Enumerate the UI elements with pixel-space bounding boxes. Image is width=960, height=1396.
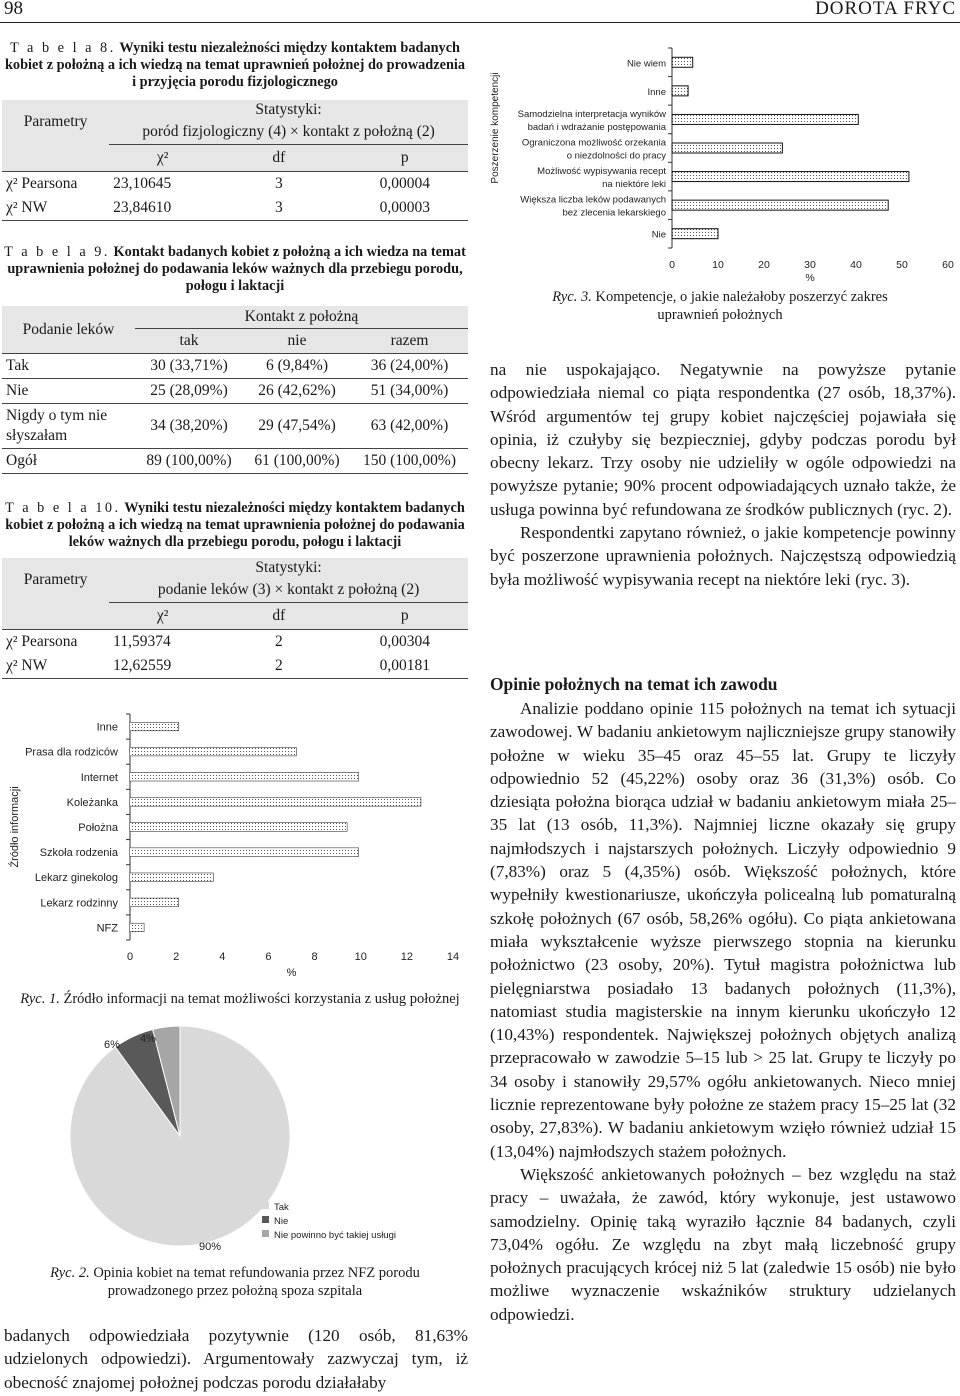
fig3-x-tick-label: 30	[804, 259, 816, 271]
fig3-category-label: Samodzielna interpretacja wyników	[517, 108, 666, 120]
fig1-chart	[0, 700, 470, 982]
fig1-x-axis-label: %	[286, 967, 297, 979]
table9-col-razem: razem	[390, 332, 429, 349]
fig3-x-tick-label: 0	[669, 259, 675, 271]
fig2-legend-swatch	[262, 1202, 269, 1209]
running-author: DOROTA FRYC	[815, 0, 956, 19]
fig3-x-tick-label: 50	[896, 259, 908, 271]
fig2-data-label: 90%	[198, 1241, 222, 1253]
table8-label: T a b e l a 8.	[9, 40, 116, 56]
fig1-x-tick-label: 10	[354, 951, 367, 963]
fig1-category-label: Lekarz ginekolog	[34, 872, 118, 885]
fig1-x-tick-label: 12	[400, 951, 413, 963]
body-left	[4, 1324, 468, 1394]
fig1-category-label: Położna	[78, 822, 118, 834]
fig1-x-tick-label: 4	[219, 951, 226, 963]
table-row: Nie 25 (28,09%) 26 (42,62%) 51 (34,00%)	[2, 379, 468, 404]
table9-group-header: Kontakt z położną	[135, 306, 468, 329]
fig3-bar	[672, 86, 688, 96]
fig3-caption-text: Kompetencje, o jakie należałoby poszerzyć zakres uprawnień położnych	[595, 289, 888, 323]
fig1-bar-fill	[130, 798, 421, 806]
table-row: χ² Pearsona 23,10645 3 0,00004	[6, 174, 430, 192]
fig1-x-tick-label: 0	[126, 951, 134, 963]
section-heading: Opinie położnych na temat ich zawodu	[490, 674, 778, 694]
table10-col-p: p	[400, 606, 409, 624]
table-row: Nigdy o tym nie słyszałam 34 (38,20%) 29 (47,54%) 63 (42,00%)	[2, 404, 468, 449]
fig3-category-label: Nie	[651, 229, 666, 241]
table8-col-p: p	[400, 148, 409, 166]
fig3-category-label: Możliwość wypisywania recept	[537, 166, 666, 178]
fig3-x-tick-label: 20	[758, 259, 770, 271]
body-left-paragraph: badanych odpowiedziała pozytywnie (120 osób, 81,63% udzielonych odpowiedzi). Argumentowały zazwyczaj tym, iż obecność znajomej położnej podczas porodu działałaby	[4, 1326, 468, 1392]
fig3-caption-label: Ryc. 3.	[552, 289, 592, 305]
fig3-bar	[672, 114, 858, 124]
fig3-x-tick-label: 40	[850, 259, 862, 271]
fig1-caption	[10, 990, 470, 1008]
fig1-bar-fill	[130, 773, 358, 781]
table8-caption	[4, 40, 466, 91]
table10-caption-text: Wyniki testu niezależności między kontaktem badanych kobiet z położną a ich wiedzą na temat uprawnienia położnej do podawania leków ważnych dla przebiegu porodu, połogu i laktacji	[5, 500, 465, 550]
fig3-y-axis-label: Poszerzenie kompetencji	[490, 72, 501, 184]
table9-row-header: Podanie leków	[22, 320, 115, 338]
table10-stat-header: Statystyki:	[255, 559, 322, 576]
fig1-category-label: NFZ	[96, 922, 118, 935]
fig1-category-label: Inne	[96, 721, 118, 734]
table9-label: T a b e l a 9.	[4, 244, 110, 260]
fig3-x-tick-label: 10	[712, 259, 724, 271]
table8-param-header: Parametry	[23, 113, 88, 131]
fig1-bar-fill	[130, 848, 358, 856]
table-row: χ² Pearsona 11,59374 2 0,00304	[6, 632, 430, 650]
fig3-bar	[672, 200, 888, 210]
fig3-category-label: Nie wiem	[626, 58, 666, 70]
fig3-category-label: badań i wdrażanie postępowania	[527, 121, 666, 133]
fig3-chart	[486, 40, 960, 286]
table-row: Ogół 89 (100,00%) 61 (100,00%) 150 (100,00%)	[2, 449, 468, 474]
fig1-bar-fill	[130, 923, 144, 931]
fig1-caption-label: Ryc. 1.	[20, 991, 60, 1007]
table10-param-header: Parametry	[23, 571, 88, 589]
fig3-category-label: Większa liczba leków podawanych	[520, 194, 666, 206]
fig3-bar	[672, 143, 782, 153]
table10-stat-sub: podanie leków (3) × kontakt z położną (2)	[109, 578, 468, 603]
fig2-caption-label: Ryc. 2.	[50, 1265, 90, 1281]
table10-col-df: df	[272, 606, 286, 624]
fig3-category-label: o niezdolności do pracy	[566, 150, 666, 162]
fig2-legend-swatch	[262, 1230, 269, 1237]
body-right-top	[490, 358, 956, 591]
fig2-legend-swatch	[262, 1216, 269, 1223]
fig3-bar	[672, 229, 718, 239]
table10-label: T a b e l a 10.	[5, 500, 121, 516]
page-header	[0, 0, 960, 23]
fig3-bar	[672, 172, 909, 182]
body-right-p2: Respondentki zapytano również, o jakie kompetencje powinny być poszerzone uprawnienia położnych. Najczęstszą odpowiedzią była możliwość wypisywania recept na niektóre leki (ryc. 3).	[490, 523, 956, 589]
table10	[2, 558, 468, 679]
fig1-x-tick-label: 2	[173, 951, 180, 963]
table8-col-df: df	[272, 148, 286, 166]
fig1-category-label: Koleżanka	[66, 796, 118, 809]
fig3-x-axis-label: %	[805, 272, 815, 284]
table9-col-tak: tak	[179, 332, 199, 349]
table10-col-chi: χ²	[156, 606, 169, 624]
fig1-bar-fill	[130, 873, 213, 881]
body-right-p4: Większość ankietowanych położnych – bez względu na staż pracy – uważała, że zawód, który wykonuje, jest ustawowo samodzielny. Opinię taką wyraziło łącznie 84 badanych, czyli 73,04% ogółu. Ze względu na zbyt małą liczebność grupy położnych pracujących krócej niż 5 lat (zaledwie 15 osób) nie było możliwe wyznaczenie wskaźników struktury udzielanych odpowiedzi.	[490, 1164, 956, 1324]
table8-caption-text: Wyniki testu niezależności między kontaktem badanych kobiet z położną a ich wiedzą na temat uprawnień położnej do prowadzenia i przyjęcia porodu fizjologicznego	[4, 40, 466, 90]
fig3-category-label: na niektóre leki	[602, 179, 666, 191]
fig1-bar-fill	[130, 898, 178, 906]
fig3-category-label: Inne	[647, 86, 666, 98]
table-row: Tak 30 (33,71%) 6 (9,84%) 36 (24,00%)	[2, 354, 468, 379]
fig1-bar-fill	[130, 748, 296, 756]
table-row: χ² NW 23,84610 3 0,00003	[2, 196, 468, 221]
page-number: 98	[4, 0, 23, 19]
fig1-caption-text: Źródło informacji na temat możliwości korzystania z usług położnej	[63, 991, 460, 1007]
body-right-p1: na nie uspokajająco. Negatywnie na powyższe pytanie odpowiedziała niemal co piąta respondentka (27 osób, 18,37%). Wśród argumentów tej grupy kobiet najczęściej pojawiała się opinia, iż czułyby się bezpieczniej, gdyby podczas porodu był obecny lekarz. Trzy osoby nie udzieliły w ogóle odpowiedzi na powyższe pytanie; 90% procent odpowiadających uznało także, że usługa powinna być refundowana ze środków publicznych (ryc. 2).	[490, 360, 956, 519]
fig2-caption-text: Opinia kobiet na temat refundowania przez NFZ porodu prowadzonego przez położną spoza szpitala	[93, 1265, 420, 1299]
fig1-y-axis-label: Źródło informacji	[9, 786, 21, 868]
fig1-bar-fill	[130, 823, 347, 831]
fig1-bar-fill	[130, 723, 178, 731]
fig3-caption	[550, 288, 890, 324]
fig2-legend-label: Tak	[274, 1202, 289, 1213]
fig3-category-label: bez zlecenia lekarskiego	[562, 207, 666, 219]
table9-caption-text: Kontakt badanych kobiet z położną a ich wiedza na temat uprawnienia położnej do podawania leków ważnych dla przebiegu porodu, połogu i laktacji	[7, 244, 466, 294]
body-right-bottom	[490, 697, 956, 1326]
body-right-p3: Analizie poddano opinie 115 położnych na temat ich sytuacji zawodowej. W badaniu ankietowym najliczniejsze grupy stanowiły położne w wieku 35–45 oraz 45–55 lat. Grupy te liczyły odpowiednio 52 (45,22%) osoby oraz 36 (31,3%) osób. Co dziesiąta położna biorąca udział w badaniu ankietowym miała 25–35 lat (13 osób, 11,3%). Najmniej liczne okazały się grupy najmłodszych i najstarszych położnych. Liczyły odpowiednio 9 (7,83%) oraz 5 (4,35%) osób. Większość położnych, które wypełniły kwestionariusze, ukończyła policealną lub pomaturalną szkołę położnych (67 osób, 58,26% ogółu). Co piąta ankietowana miała wykształcenie wyższe pierwszego stopnia na kierunku położnictwo (23 osoby, 20%). Tytuł magistra położnictwa lub pielęgniarstwa posiadało 13 badanych położnych (11,3%), natomiast studia magisterskie na innym kierunku ukończyło 12 (10,43%) respondentek. Największej położnych objętych analizą przepracowało w zawodzie 5–15 lub > 25 lat. Grupy te liczyły po 34 osoby i stanowiły 29,57% ogółu ankietowanych. Nieco mniej licznie reprezentowane były położne ze stażem pracy 15–25 lat (32 osoby, 27,83%). W badaniu ankietowym wzięło również udział 15 (13,04%) najmłodszych stażem położnych.	[490, 699, 956, 1161]
fig2-legend-label: Nie powinno być takiej usługi	[274, 1230, 396, 1241]
fig1-x-tick-label: 6	[265, 951, 272, 963]
table8-col-chi: χ²	[156, 148, 169, 166]
fig2-data-label: 4%	[140, 1033, 156, 1045]
table9-caption	[4, 244, 466, 295]
table-row: χ² NW 12,62559 2 0,00181	[2, 654, 468, 679]
table8	[2, 100, 468, 221]
table9-col-nie: nie	[287, 332, 307, 349]
fig1-category-label: Prasa dla rodziców	[25, 746, 118, 759]
fig1-category-label: Lekarz rodzinny	[40, 897, 118, 910]
table8-stat-sub: poród fizjologiczny (4) × kontakt z położną (2)	[109, 120, 468, 145]
fig1-x-tick-label: 14	[446, 951, 460, 963]
fig1-x-tick-label: 8	[311, 951, 318, 963]
fig3-x-tick-label: 60	[942, 259, 954, 271]
fig2-legend-label: Nie	[274, 1216, 289, 1227]
fig2-data-label: 6%	[104, 1039, 120, 1051]
table10-caption	[4, 500, 466, 551]
fig2-chart	[0, 1024, 470, 1260]
fig3-bar	[672, 57, 693, 67]
fig1-category-label: Szkoła rodzenia	[39, 847, 118, 860]
fig2-caption	[30, 1264, 440, 1300]
fig3-category-label: Ograniczona możliwość orzekania	[521, 137, 666, 149]
fig1-category-label: Internet	[80, 771, 118, 784]
table9	[2, 306, 468, 474]
table8-stat-header: Statystyki:	[255, 101, 322, 118]
